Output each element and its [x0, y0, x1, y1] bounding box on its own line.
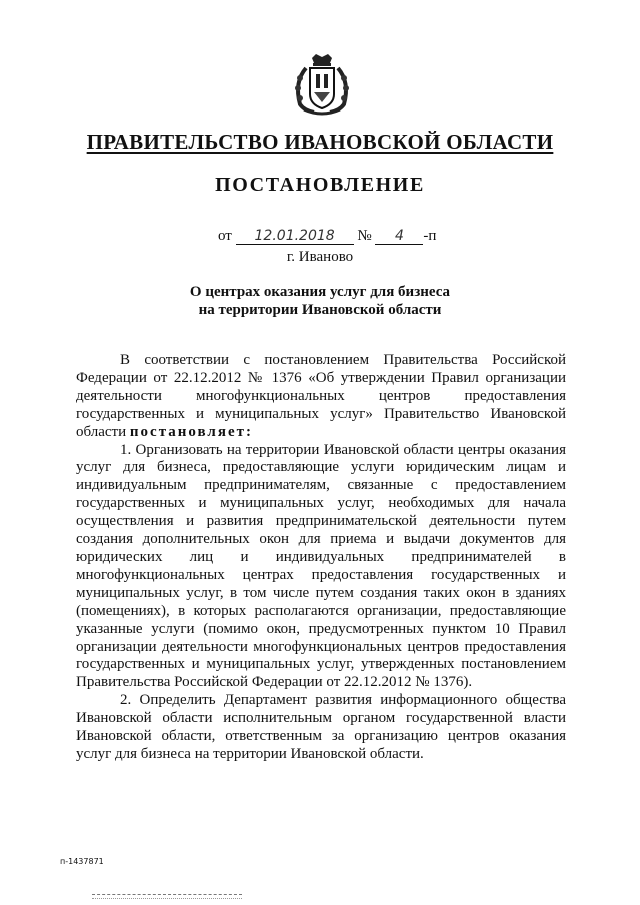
organization-name: ПРАВИТЕЛЬСТВО ИВАНОВСКОЙ ОБЛАСТИ — [86, 130, 554, 154]
preamble-text: В соответствии с постановлением Правительства Российской Федерации от 22.12.2012 № 1376 «Об утверждении Правил организации деятельности многофункциональных центров предоставления государственных и муниципальных услуг» Правительство Ивановской области — [76, 352, 566, 440]
coat-of-arms-icon — [290, 52, 354, 118]
document-type: ПОСТАНОВЛЕНИЕ — [215, 174, 425, 196]
paragraph-preamble — [76, 352, 566, 442]
city: г. Иваново — [286, 249, 354, 265]
organization-title — [0, 130, 640, 155]
document-date-number — [218, 228, 436, 245]
subject-line-2: на территории Ивановской области — [198, 302, 442, 318]
document-date: 12.01.2018 — [236, 228, 354, 245]
paragraph-item-1: 1. Организовать на территории Ивановской области центры оказания услуг для бизнеса, предоставляющие услуги юридическим лицам и индивидуальным предпринимателям, связанные с предоставлением государственных и муниципальных услуг, необходимых для начала осуществления и развития предпринимательской деятельности путем создания дополнительных окон для приема и выдачи документов для юридических лиц и индивидуальных предпринимателей в многофункциональных центрах предоставления государственных и муниципальных услуг, в том числе путем создания таких окон в зданиях (помещениях), в которых располагаются организации, предоставляющие указанные услуги (помимо окон, предусмотренных пунктом 10 Правил организации деятельности многофункциональных центров предоставления государственных и муниципальных услуг, утвержденных постановлением Правительства Российской Федерации от 22.12.2012 № 1376). — [76, 441, 566, 691]
document-number: 4 — [375, 228, 423, 245]
document-subject — [0, 283, 640, 319]
number-prefix: № — [357, 228, 372, 244]
footer-divider — [92, 894, 242, 899]
document-code: п-1437871 — [60, 857, 104, 866]
date-prefix: от — [218, 228, 232, 244]
number-suffix: -п — [423, 228, 437, 244]
resolves-phrase: постановляет: — [129, 423, 253, 440]
subject-line-1: О центрах оказания услуг для бизнеса — [189, 284, 451, 300]
paragraph-item-2: 2. Определить Департамент развития информационного общества Ивановской области исполнительным органом государственной власти Ивановской области, ответственным за организацию центров оказания услуг для бизнеса на территории Ивановской области. — [76, 692, 566, 762]
document-body — [76, 352, 566, 764]
